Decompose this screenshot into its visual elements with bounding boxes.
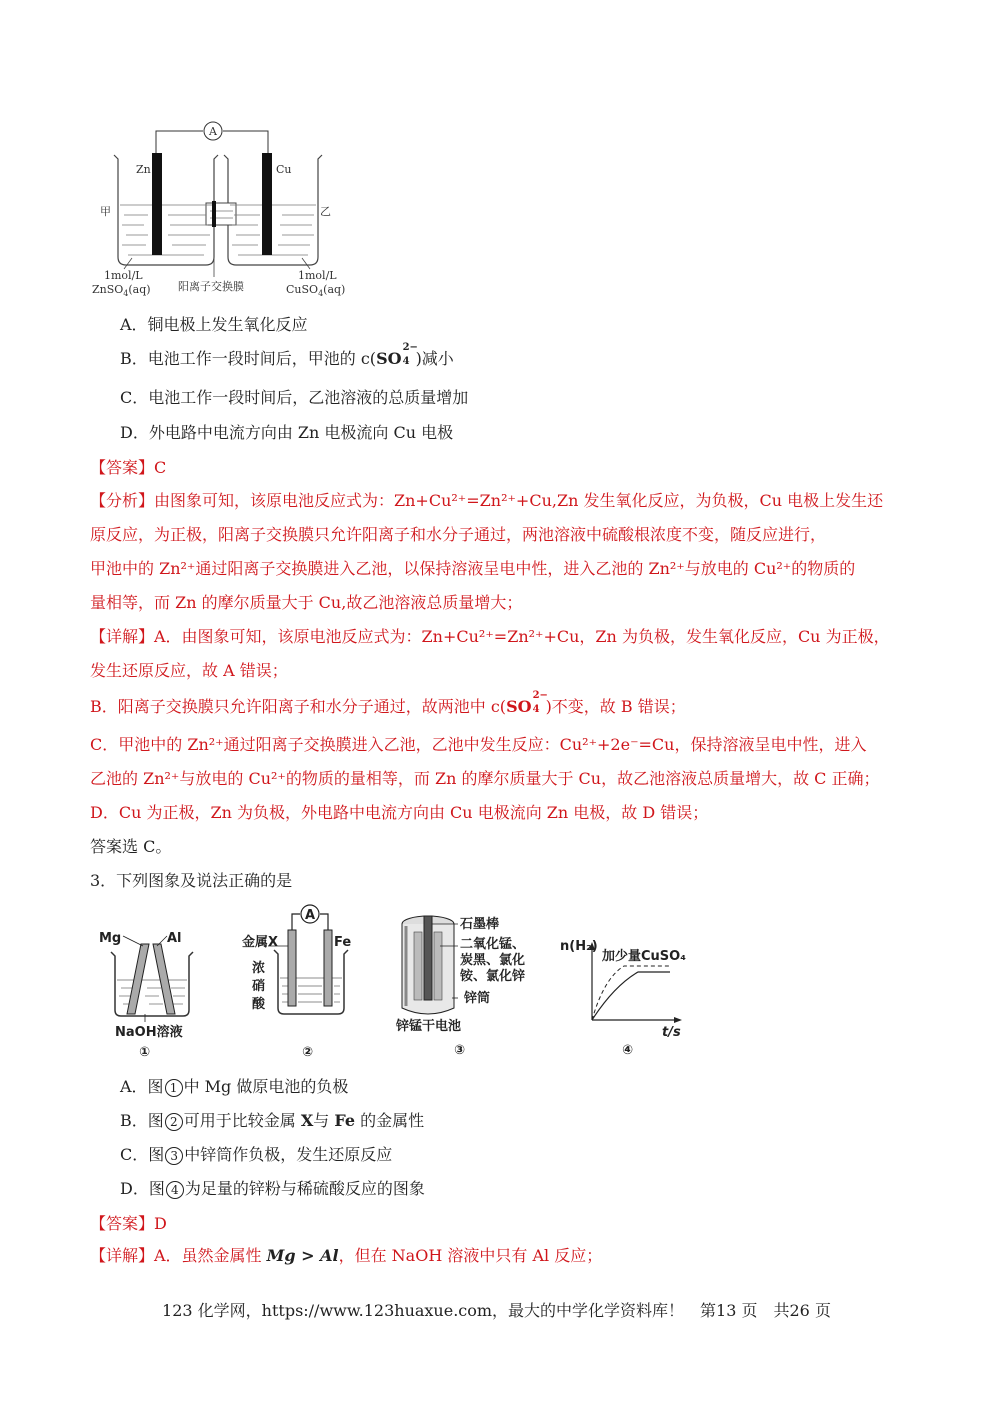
svg-text:NaOH溶液: NaOH溶液 bbox=[115, 1025, 183, 1040]
q3-answer: 【答案】D bbox=[90, 1214, 167, 1233]
figure-3-dry-cell bbox=[392, 912, 542, 1062]
svg-text:t/s: t/s bbox=[662, 1025, 681, 1040]
svg-text:阳离子交换膜: 阳离子交换膜 bbox=[178, 280, 244, 293]
q2-detail-line-c2: 乙池的 Zn²⁺与放电的 Cu²⁺的物质的量相等，而 Zn 的摩尔质量大于 Cu，故乙池溶液总质量增大，故 C 正确； bbox=[90, 769, 880, 788]
circled-number: 2 bbox=[165, 1113, 183, 1131]
svg-text:Fe: Fe bbox=[334, 935, 352, 950]
cu-electrode bbox=[262, 153, 272, 255]
svg-text:锌筒: 锌筒 bbox=[464, 991, 491, 1006]
figure-1-mg-al-cell bbox=[95, 918, 205, 1063]
svg-text:Al: Al bbox=[167, 931, 182, 946]
svg-text:酸: 酸 bbox=[252, 997, 266, 1012]
svg-text:①: ① bbox=[139, 1045, 151, 1060]
q3-stem: 3．下列图象及说法正确的是 bbox=[90, 871, 293, 890]
curve-without-cuso4 bbox=[592, 972, 670, 1020]
q2-option-c: C．电池工作一段时间后，乙池溶液的总质量增加 bbox=[120, 388, 469, 407]
svg-text:②: ② bbox=[302, 1045, 314, 1060]
svg-text:1mol/L: 1mol/L bbox=[298, 269, 337, 282]
svg-text:浓: 浓 bbox=[252, 961, 266, 976]
svg-text:③: ③ bbox=[454, 1043, 466, 1058]
q2-answer: 【答案】C bbox=[90, 458, 167, 477]
membrane bbox=[212, 201, 216, 227]
q2-option-a: A．铜电极上发生氧化反应 bbox=[120, 315, 308, 334]
svg-text:硝: 硝 bbox=[252, 979, 266, 994]
q2-analysis-line-3: 甲池中的 Zn²⁺通过阳离子交换膜进入乙池，以保持溶液呈电中性，进入乙池的 Zn²⁺与放电的 Cu²⁺的物质的 bbox=[90, 559, 856, 578]
q2-detail-line-2: 发生还原反应，故 A 错误； bbox=[90, 661, 288, 680]
q2-option-b: B．电池工作一段时间后，甲池的 c(SO 2− 4 )减小 bbox=[120, 342, 454, 368]
svg-text:金属X: 金属X bbox=[242, 935, 279, 950]
galvanic-cell-diagram bbox=[88, 115, 368, 305]
svg-text:A: A bbox=[304, 908, 316, 923]
q2-detail-line-b: B．阳离子交换膜只允许阳离子和水分子通过，故两池中 c(SO 2− 4 )不变，故 B 错误； bbox=[90, 690, 686, 716]
svg-text:Cu: Cu bbox=[276, 163, 292, 176]
svg-text:炭黑、氯化: 炭黑、氯化 bbox=[460, 953, 526, 968]
q3-option-c: C．图 3 中锌筒作负极，发生还原反应 bbox=[120, 1145, 393, 1164]
q3-option-d: D．图 4 为足量的锌粉与稀硫酸反应的图象 bbox=[120, 1179, 425, 1198]
svg-text:锌锰干电池: 锌锰干电池 bbox=[396, 1019, 462, 1034]
svg-text:加少量CuSO₄: 加少量CuSO₄ bbox=[602, 949, 686, 964]
svg-text:Mg: Mg bbox=[99, 931, 122, 946]
curve-with-cuso4 bbox=[592, 966, 670, 1020]
figure-2-x-fe-cell bbox=[238, 900, 378, 1063]
q2-option-d: D．外电路中电流方向由 Zn 电极流向 Cu 电极 bbox=[120, 423, 454, 442]
svg-text:乙: 乙 bbox=[320, 205, 331, 218]
circled-number: 1 bbox=[165, 1079, 183, 1097]
svg-text:Zn: Zn bbox=[136, 163, 151, 176]
svg-text:二氧化锰、: 二氧化锰、 bbox=[460, 937, 526, 952]
zn-electrode bbox=[152, 153, 162, 255]
q2-conclusion: 答案选 C。 bbox=[90, 837, 172, 856]
svg-text:1mol/L: 1mol/L bbox=[104, 269, 143, 282]
svg-text:CuSO4(aq): CuSO$_4$(aq) bbox=[286, 283, 346, 298]
svg-text:④: ④ bbox=[622, 1043, 634, 1058]
page-footer: 123 化学网，https://www.123huaxue.com，最大的中学化学资料库！ 第13 页 共26 页 bbox=[162, 1301, 831, 1320]
svg-text:石墨棒: 石墨棒 bbox=[460, 917, 500, 932]
q3-detail: 【详解】A．虽然金属性 Mg > Al，但在 NaOH 溶液中只有 Al 反应； bbox=[90, 1246, 603, 1265]
q3-option-a: A．图 1 中 Mg 做原电池的负极 bbox=[120, 1077, 349, 1096]
q2-analysis-line-2: 原反应，为正极，阳离子交换膜只允许阳离子和水分子通过，两池溶液中硫酸根浓度不变，随反应进行， bbox=[90, 525, 827, 544]
q2-analysis-line-1: 【分析】由图象可知，该原电池反应式为：Zn+Cu²⁺=Zn²⁺+Cu,Zn 发生氧化反应，为负极，Cu 电极上发生还 bbox=[90, 491, 884, 510]
q3-option-b: B．图 2 可用于比较金属 X与 Fe 的金属性 bbox=[120, 1111, 425, 1130]
figure-4-h2-curve bbox=[558, 920, 688, 1062]
q2-analysis-line-4: 量相等，而 Zn 的摩尔质量大于 Cu,故乙池溶液总质量增大； bbox=[90, 593, 523, 612]
q2-detail-line-1: 【详解】A．由图象可知，该原电池反应式为：Zn+Cu²⁺=Zn²⁺+Cu，Zn 为负极，发生氧化反应，Cu 为正极， bbox=[90, 627, 890, 646]
svg-text:甲: 甲 bbox=[100, 205, 111, 218]
svg-text:n(H₂): n(H₂) bbox=[560, 939, 598, 954]
svg-text:ZnSO4(aq): ZnSO$_4$(aq) bbox=[92, 283, 151, 298]
svg-text:A: A bbox=[209, 125, 217, 138]
circled-number: 3 bbox=[165, 1147, 183, 1165]
svg-text:铵、氯化锌: 铵、氯化锌 bbox=[460, 969, 526, 984]
circled-number: 4 bbox=[166, 1181, 184, 1199]
q2-detail-line-c1: C．甲池中的 Zn²⁺通过阳离子交换膜进入乙池，乙池中发生反应：Cu²⁺+2e⁻=Cu，保持溶液呈电中性，进入 bbox=[90, 735, 867, 754]
q2-detail-line-d: D．Cu 为正极，Zn 为负极，外电路中电流方向由 Cu 电极流向 Zn 电极，故 D 错误； bbox=[90, 803, 709, 822]
